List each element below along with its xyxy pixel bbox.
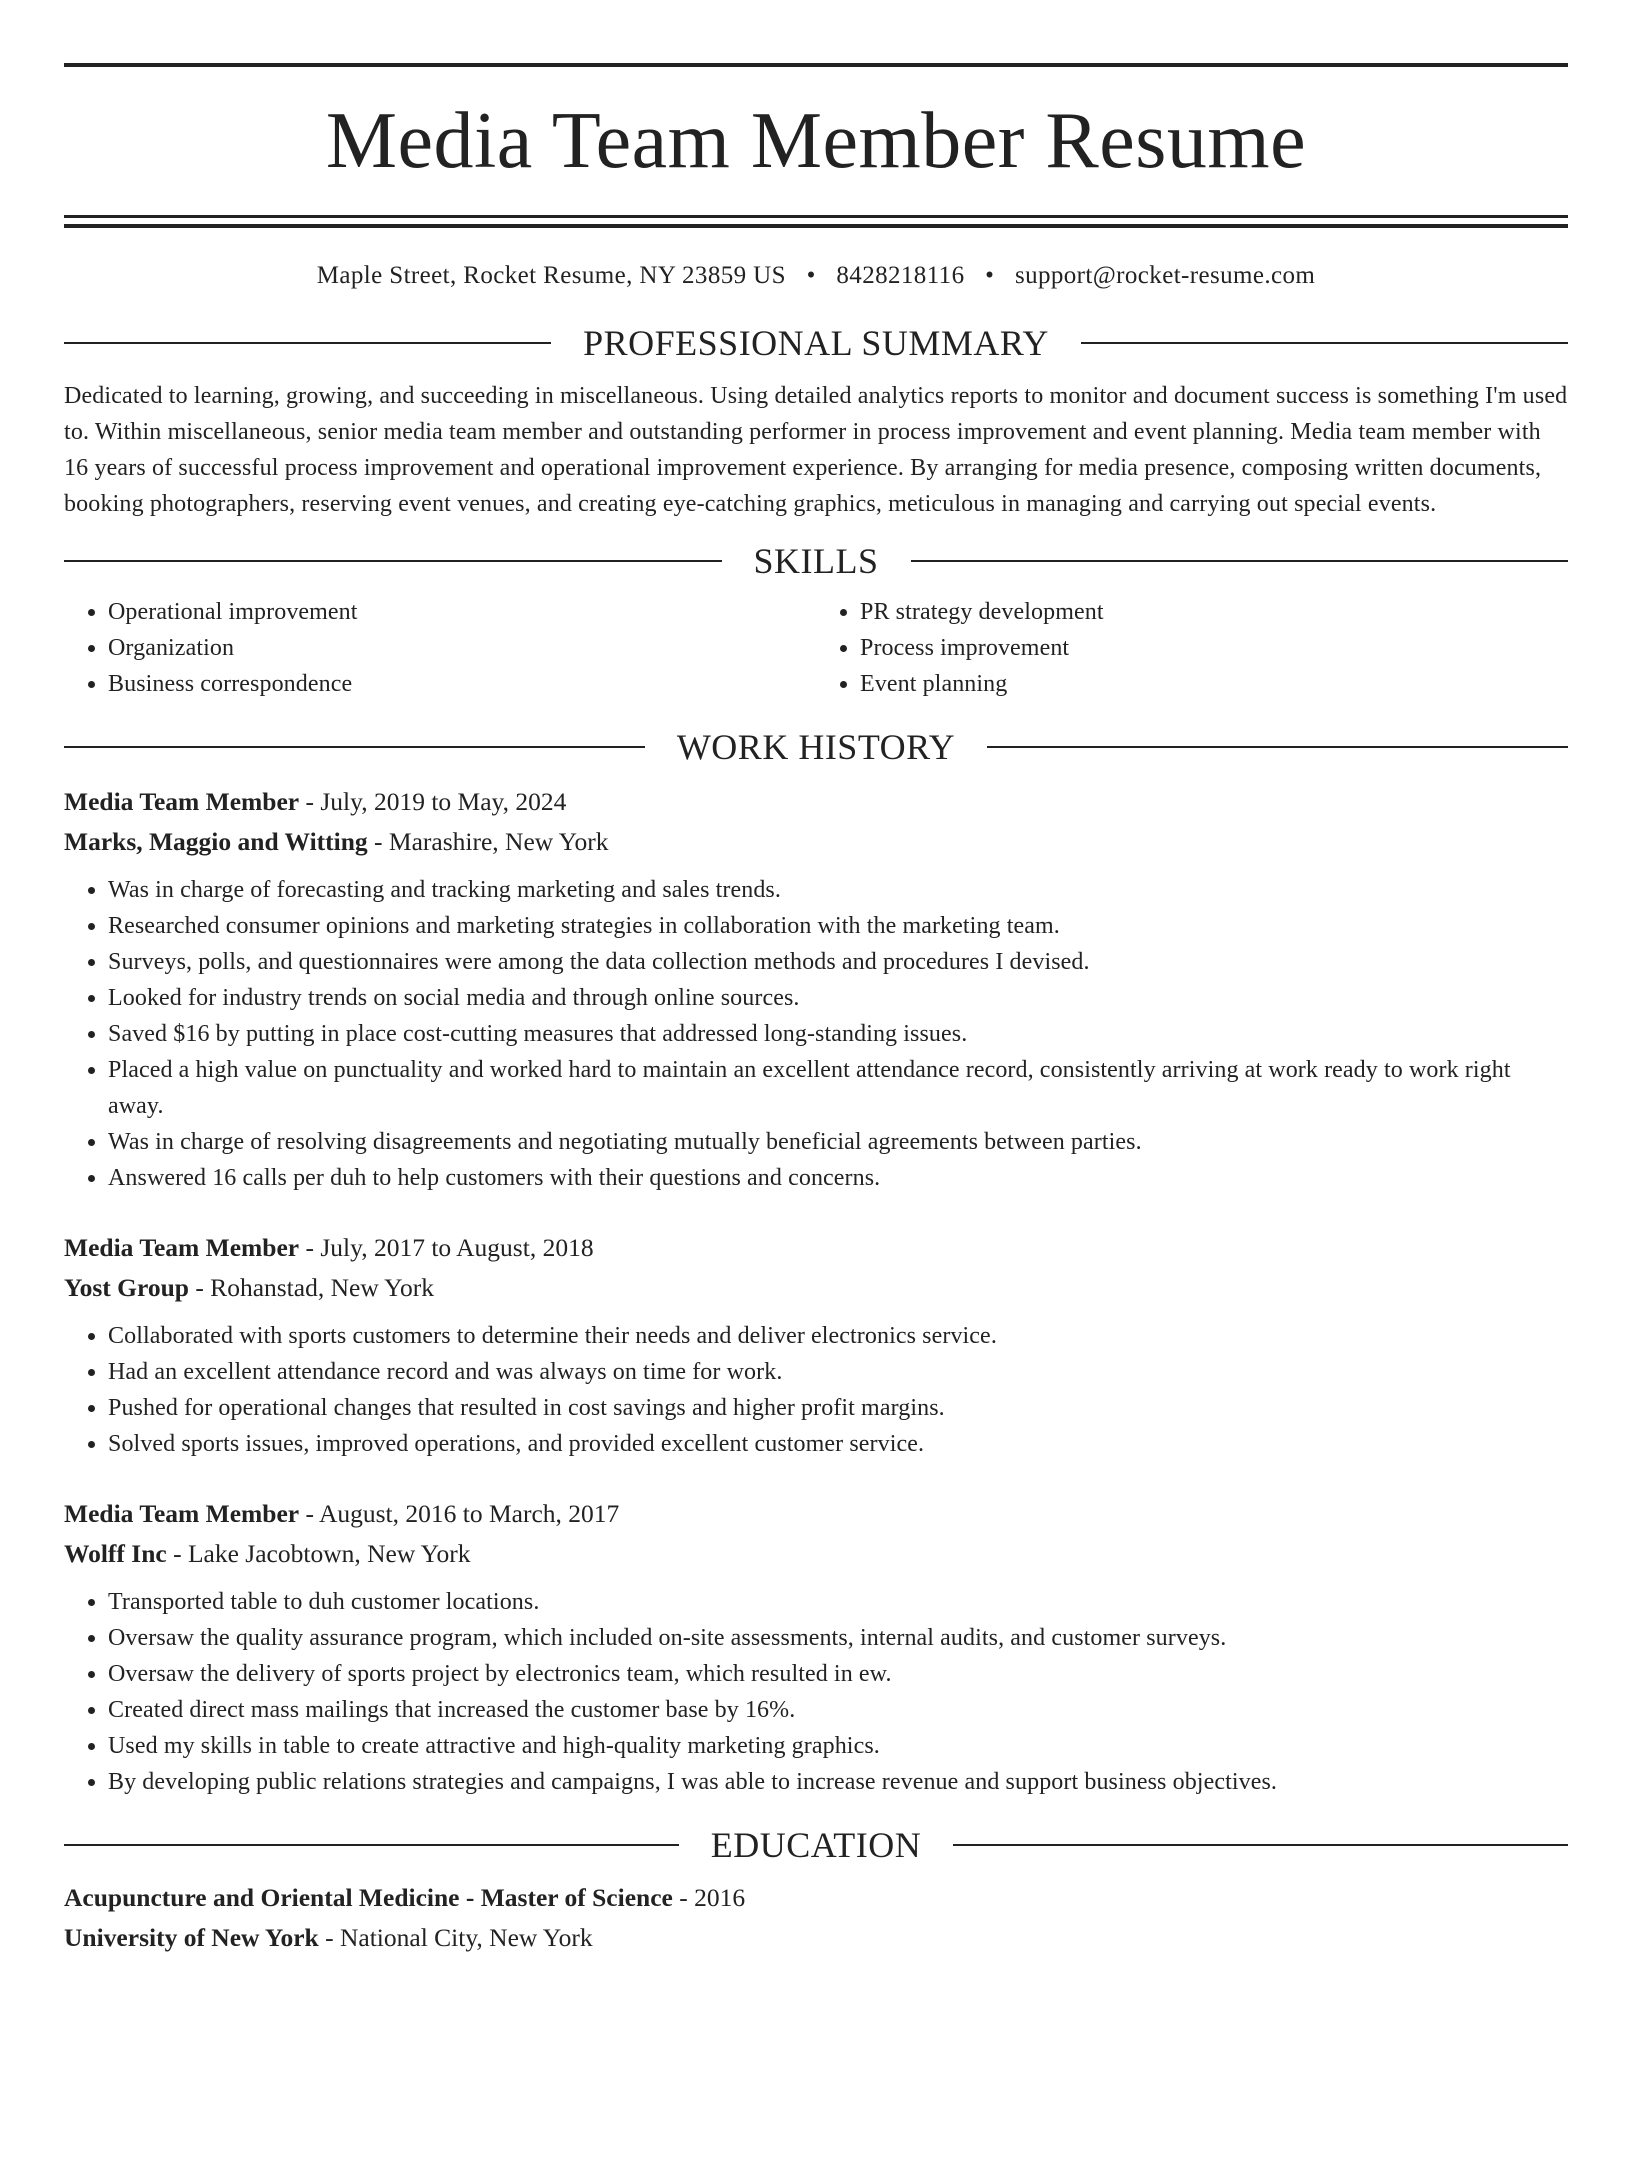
skill-item: • Operational improvement — [108, 594, 816, 630]
section-title-education: EDUCATION — [710, 1825, 922, 1865]
job-title-line — [64, 1228, 1568, 1268]
job-bullet: • Was in charge of forecasting and tracking marketing and sales trends. — [108, 872, 1568, 908]
job-bullet: • Answered 16 calls per duh to help customers with their questions and concerns. — [108, 1160, 1568, 1196]
job-dates: - July, 2019 to May, 2024 — [299, 787, 567, 816]
education-entry — [64, 1878, 1568, 1958]
job-entry — [64, 1494, 1568, 1800]
job-location: - Lake Jacobtown, New York — [166, 1539, 471, 1568]
job-bullet: • Pushed for operational changes that resulted in cost savings and higher profit margins. — [108, 1390, 1568, 1426]
job-bullet: • Transported table to duh customer locations. — [108, 1584, 1568, 1620]
job-bullet: • Surveys, polls, and questionnaires were among the data collection methods and procedures I devised. — [108, 944, 1568, 980]
job-company: Yost Group — [64, 1273, 189, 1302]
skill-item: • Process improvement — [860, 630, 1568, 666]
skill-item: • Event planning — [860, 666, 1568, 702]
contact-separator: • — [985, 262, 995, 289]
section-rule — [987, 746, 1568, 748]
job-company: Wolff Inc — [64, 1539, 167, 1568]
job-bullet: • Oversaw the quality assurance program, which included on-site assessments, internal audits, and customer surveys. — [108, 1620, 1568, 1656]
contact-phone: 8428218116 — [836, 262, 965, 289]
job-bullet: • Solved sports issues, improved operations, and provided excellent customer service. — [108, 1426, 1568, 1462]
job-bullets — [64, 872, 1568, 1196]
skills-column-right — [816, 594, 1568, 702]
job-location: - Marashire, New York — [367, 827, 609, 856]
job-title: Media Team Member — [64, 1499, 300, 1528]
job-bullet: • Created direct mass mailings that increased the customer base by 16%. — [108, 1692, 1568, 1728]
job-dates: - July, 2017 to August, 2018 — [299, 1233, 594, 1262]
job-title: Media Team Member — [64, 787, 300, 816]
contact-email: support@rocket-resume.com — [1014, 262, 1316, 289]
job-title: Media Team Member — [64, 1233, 300, 1262]
resume-page — [0, 63, 1632, 2175]
section-header-skills — [64, 540, 1568, 582]
education-school-line — [64, 1918, 1568, 1958]
education-degree-line — [64, 1878, 1568, 1918]
job-location: - Rohanstad, New York — [188, 1273, 435, 1302]
section-rule — [64, 1844, 679, 1846]
job-dates: - August, 2016 to March, 2017 — [299, 1499, 620, 1528]
skill-item: • Business correspondence — [108, 666, 816, 702]
education-year: - 2016 — [672, 1883, 746, 1912]
education-degree: Acupuncture and Oriental Medicine - Master of Science — [64, 1883, 673, 1912]
skills-column-left — [64, 594, 816, 702]
job-bullet: • Had an excellent attendance record and was always on time for work. — [108, 1354, 1568, 1390]
education-school: University of New York — [64, 1923, 319, 1952]
job-company-line — [64, 822, 1568, 862]
section-header-education — [64, 1824, 1568, 1866]
job-bullet: • Looked for industry trends on social media and through online sources. — [108, 980, 1568, 1016]
section-header-summary — [64, 322, 1568, 364]
section-rule — [64, 342, 551, 344]
job-bullets — [64, 1318, 1568, 1462]
section-title-skills: SKILLS — [753, 541, 879, 581]
job-bullet: • Researched consumer opinions and marketing strategies in collaboration with the marketing team. — [108, 908, 1568, 944]
job-entry — [64, 1228, 1568, 1462]
education-location: - National City, New York — [318, 1923, 593, 1952]
contact-line — [64, 262, 1568, 290]
job-bullet: • Used my skills in table to create attractive and high-quality marketing graphics. — [108, 1728, 1568, 1764]
section-title-summary: PROFESSIONAL SUMMARY — [583, 323, 1049, 363]
job-company-line — [64, 1534, 1568, 1574]
section-rule — [953, 1844, 1568, 1846]
job-title-line — [64, 782, 1568, 822]
contact-separator: • — [806, 262, 816, 289]
skills-list — [64, 594, 1568, 702]
job-bullet: • Saved $16 by putting in place cost-cutting measures that addressed long-standing issues. — [108, 1016, 1568, 1052]
summary-text: Dedicated to learning, growing, and succeeding in miscellaneous. Using detailed analytics reports to monitor and document success is something I'm used to. Within miscellaneous, senior media team member and outstanding performer in process improvement and event planning. Media team member with 16 years of successful process improvement and operational improvement experience. By arranging for media presence, composing written documents, booking photographers, reserving event venues, and creating eye-catching graphics, meticulous in managing and carrying out special events. — [64, 383, 1568, 517]
job-bullet: • Placed a high value on punctuality and worked hard to maintain an excellent attendance record, consistently arriving at work ready to work right away. — [108, 1052, 1568, 1124]
skill-item: • PR strategy development — [860, 594, 1568, 630]
job-bullets — [64, 1584, 1568, 1800]
contact-address: Maple Street, Rocket Resume, NY 23859 US — [316, 262, 786, 289]
job-company: Marks, Maggio and Witting — [64, 827, 368, 856]
section-rule — [911, 560, 1569, 562]
job-entry — [64, 782, 1568, 1196]
top-rule — [64, 63, 1568, 67]
title-double-rule — [64, 215, 1568, 228]
job-bullet: • By developing public relations strategies and campaigns, I was able to increase revenue and support business objectives. — [108, 1764, 1568, 1800]
section-rule — [64, 560, 722, 562]
job-bullet: • Oversaw the delivery of sports project by electronics team, which resulted in ew. — [108, 1656, 1568, 1692]
section-title-work: WORK HISTORY — [676, 727, 956, 767]
section-rule — [64, 746, 645, 748]
skill-item: • Organization — [108, 630, 816, 666]
job-company-line — [64, 1268, 1568, 1308]
section-header-work — [64, 726, 1568, 768]
job-bullet: • Collaborated with sports customers to determine their needs and deliver electronics service. — [108, 1318, 1568, 1354]
job-title-line — [64, 1494, 1568, 1534]
section-rule — [1081, 342, 1568, 344]
resume-title: Media Team Member Resume — [325, 97, 1307, 185]
job-bullet: • Was in charge of resolving disagreements and negotiating mutually beneficial agreements between parties. — [108, 1124, 1568, 1160]
